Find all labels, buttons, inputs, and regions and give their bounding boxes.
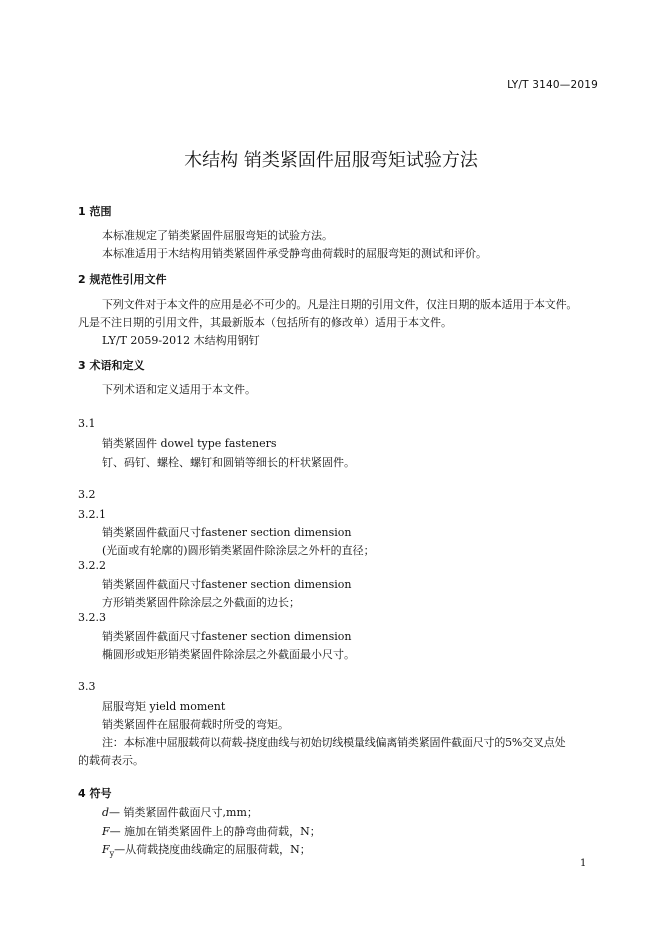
normative-reference: LY/T 2059-2012 木结构用钢钉	[102, 334, 260, 347]
section-2-paragraph-line-2: 凡是不注日期的引用文件，其最新版本（包括所有的修改单）适用于本文件。	[78, 316, 452, 329]
term-3-3-chinese: 屈服弯矩	[102, 700, 146, 713]
symbol-d-variable: d	[102, 806, 110, 819]
symbol-fy-variable: F	[102, 843, 110, 856]
symbol-d	[102, 804, 258, 820]
term-3-2-3-number: 3.2.3	[78, 611, 106, 624]
term-3-3-number: 3.3	[78, 680, 96, 693]
term-3-2-1-english: fastener section dimension	[201, 526, 352, 539]
section-1-paragraph-1: 本标准规定了销类紧固件屈服弯矩的试验方法。	[102, 229, 333, 242]
term-3-2-3-english: fastener section dimension	[201, 630, 352, 643]
term-3-2-3-chinese: 销类紧固件截面尺寸	[102, 630, 201, 643]
term-3-2-2-english: fastener section dimension	[201, 578, 352, 591]
symbol-fy-description: —从荷载挠度曲线确定的屈服荷载，N；	[114, 843, 311, 856]
section-3-intro: 下列术语和定义适用于本文件。	[102, 383, 256, 396]
symbol-f-variable: F	[102, 825, 110, 838]
term-3-3-english: yield moment	[146, 700, 226, 713]
page-number: 1	[580, 858, 587, 869]
term-3-2-1-number: 3.2.1	[78, 508, 106, 521]
term-3-2-number: 3.2	[78, 488, 96, 501]
term-3-1-title	[102, 435, 277, 451]
term-3-1-definition: 钉、码钉、螺栓、螺钉和圆销等细长的杆状紧固件。	[102, 456, 355, 469]
symbol-f	[102, 823, 321, 839]
section-2-heading: 2 规范性引用文件	[78, 273, 167, 286]
term-3-2-1-title	[102, 524, 351, 540]
term-3-3-note-line-1: 注：本标准中屈服载荷以荷载-挠度曲线与初始切线模量线偏离销类紧固件截面尺寸的5%交叉点处	[102, 736, 566, 749]
term-3-2-1-definition: (光面或有轮廓的)圆形销类紧固件除涂层之外杆的直径；	[102, 544, 375, 557]
standard-number: LY/T 3140—2019	[507, 79, 598, 91]
section-4-heading: 4 符号	[78, 787, 112, 800]
term-3-2-2-definition: 方形销类紧固件除涂层之外截面的边长；	[102, 596, 300, 609]
term-3-1-chinese: 销类紧固件	[102, 437, 157, 450]
section-3-heading: 3 术语和定义	[78, 359, 145, 372]
section-1-heading: 1 范围	[78, 205, 112, 218]
term-3-3-definition: 销类紧固件在屈服荷载时所受的弯矩。	[102, 718, 289, 731]
symbol-fy	[102, 841, 311, 858]
term-3-2-3-definition: 椭圆形或矩形销类紧固件除涂层之外截面最小尺寸。	[102, 648, 355, 661]
term-3-2-1-chinese: 销类紧固件截面尺寸	[102, 526, 201, 539]
symbol-f-description: — 施加在销类紧固件上的静弯曲荷载，N；	[109, 825, 321, 838]
term-3-1-number: 3.1	[78, 417, 96, 430]
term-3-2-2-title	[102, 576, 351, 592]
term-3-2-3-title	[102, 628, 351, 644]
document-title: 木结构 销类紧固件屈服弯矩试验方法	[184, 150, 478, 171]
term-3-2-2-chinese: 销类紧固件截面尺寸	[102, 578, 201, 591]
symbol-d-description: — 销类紧固件截面尺寸,mm；	[109, 806, 258, 819]
section-2-paragraph-line-1: 下列文件对于本文件的应用是必不可少的。凡是注日期的引用文件，仅注日期的版本适用于本文件。	[102, 298, 578, 311]
term-3-2-2-number: 3.2.2	[78, 559, 106, 572]
section-1-paragraph-2: 本标准适用于木结构用销类紧固件承受静弯曲荷载时的屈服弯矩的测试和评价。	[102, 247, 487, 260]
term-3-3-title	[102, 698, 225, 714]
term-3-3-note-line-2: 的载荷表示。	[78, 754, 144, 767]
symbol-fy-subscript: y	[109, 849, 115, 859]
term-3-1-english: dowel type fasteners	[157, 437, 277, 450]
